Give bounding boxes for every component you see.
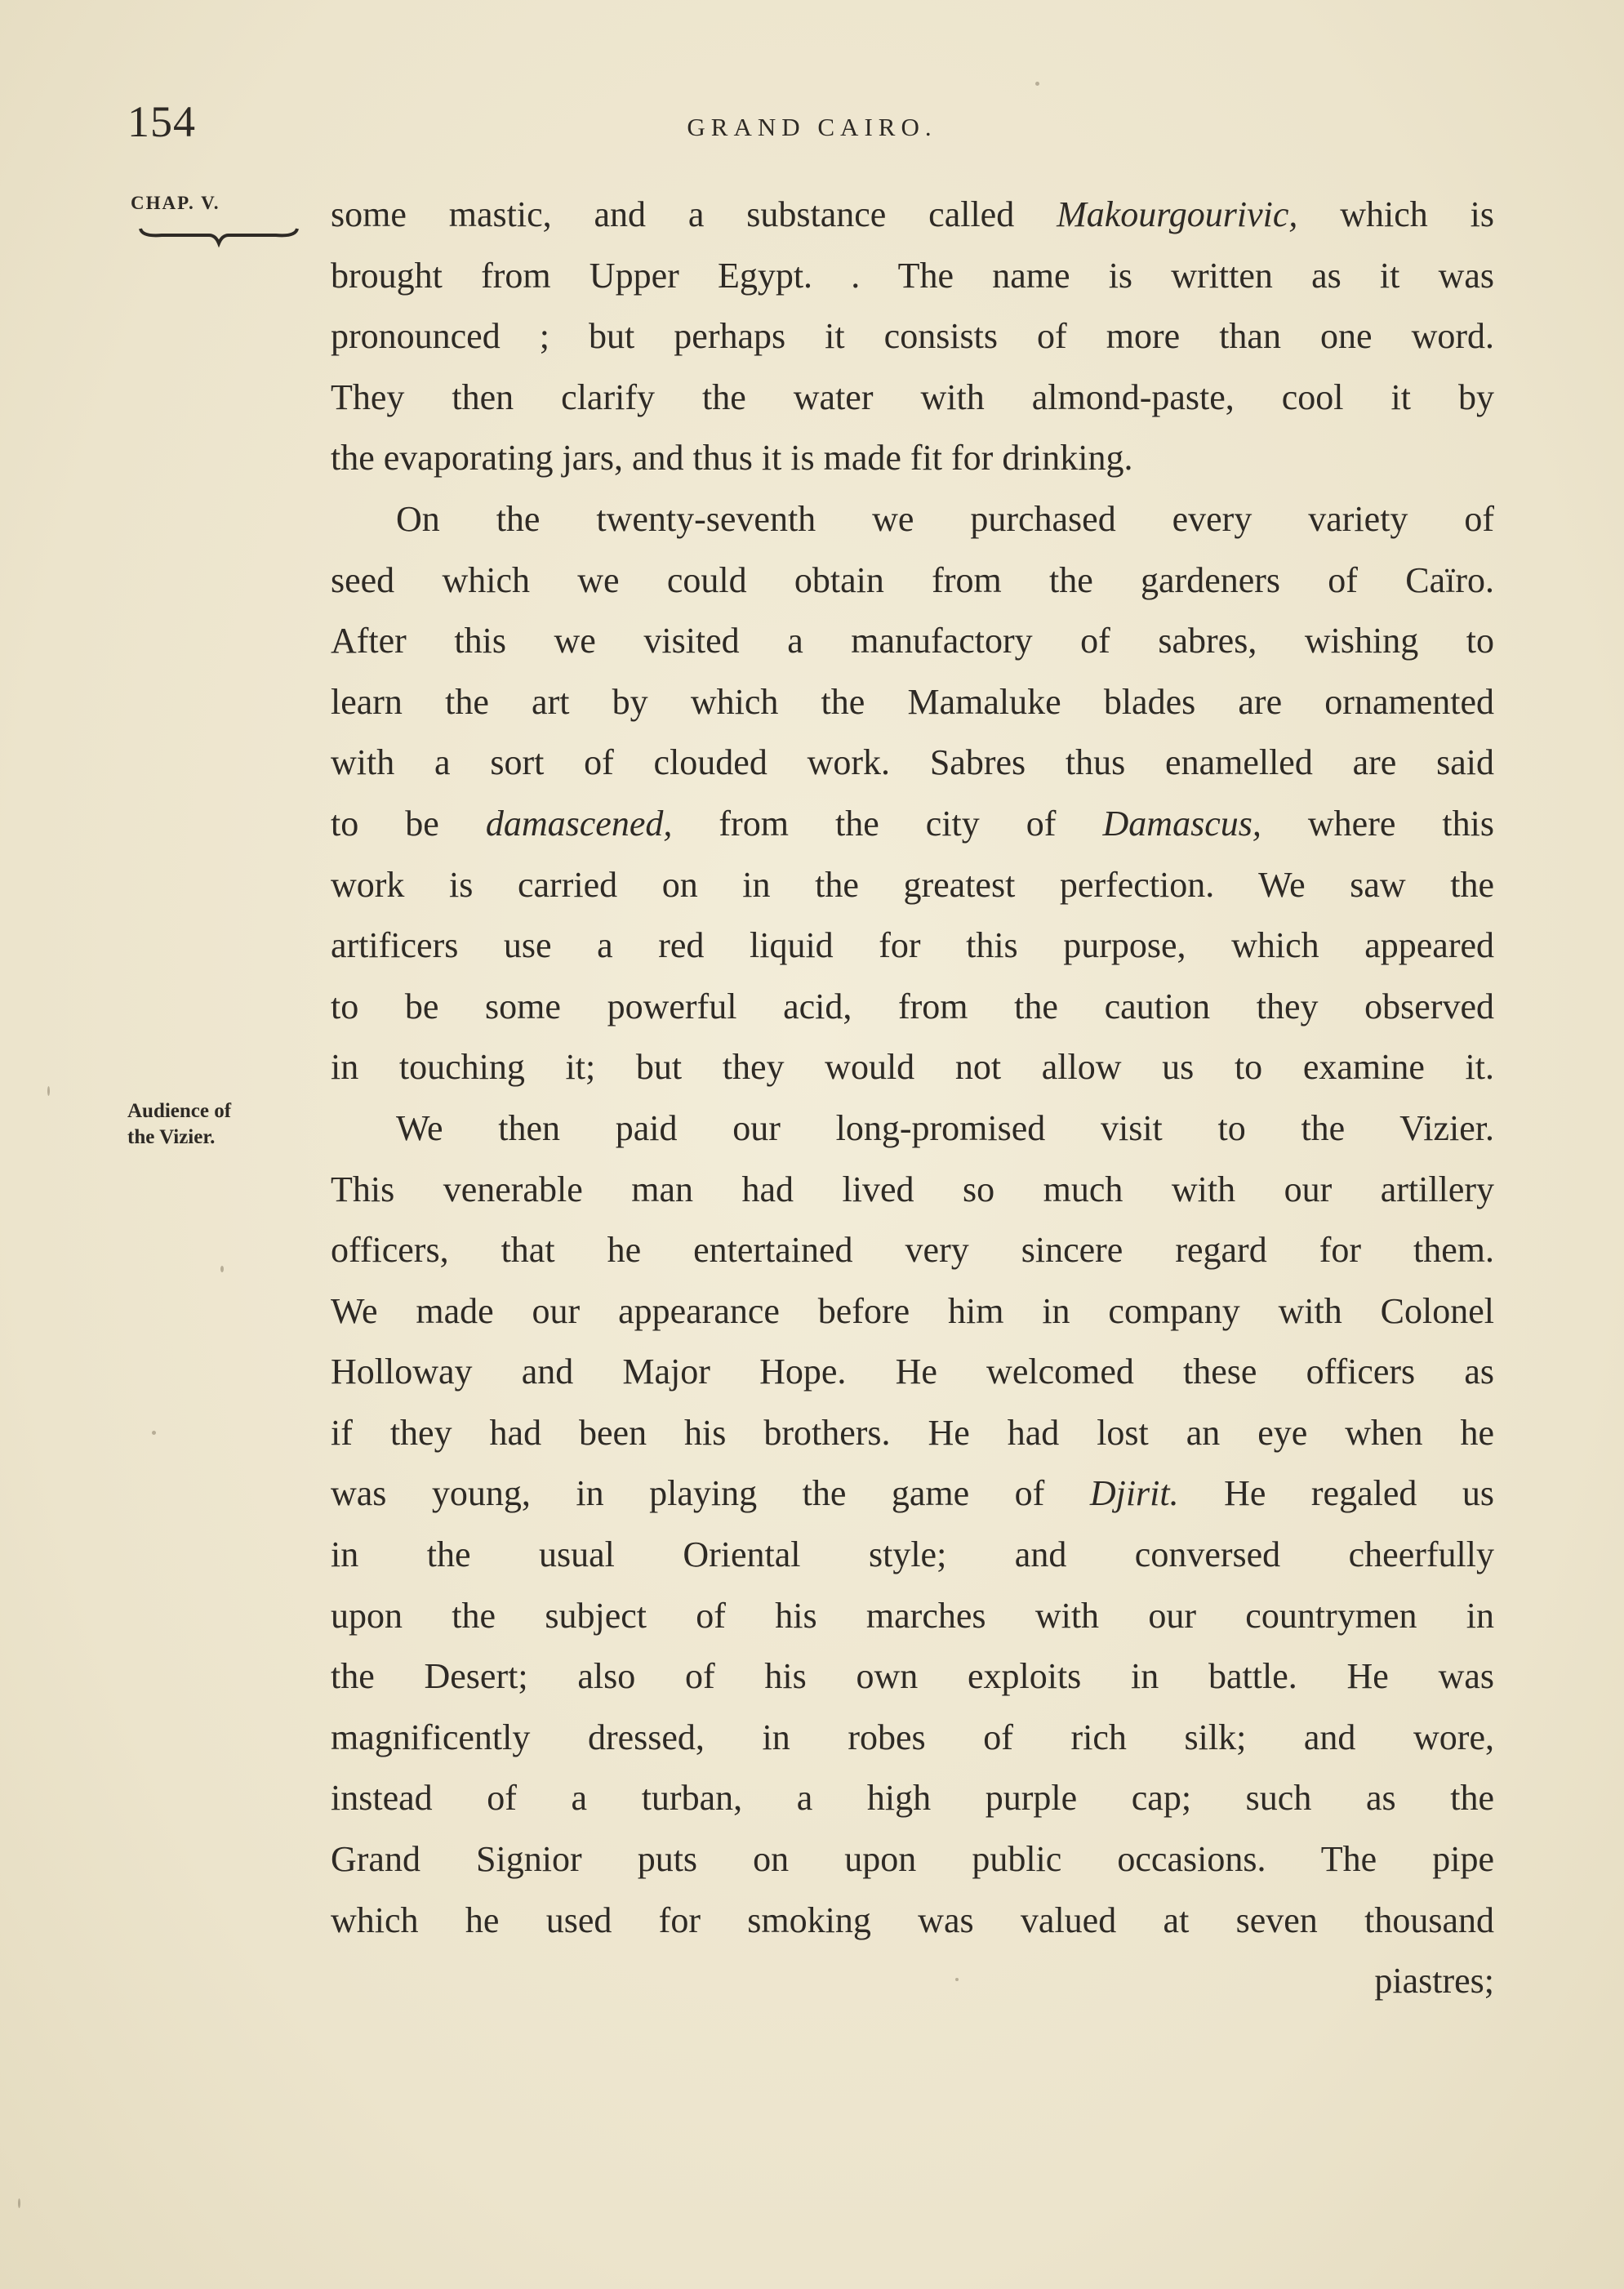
marginal-note-line: Audience of [127, 1100, 232, 1122]
paragraph-start-line: We then paid our long-promised visit to the Vizier. [396, 1107, 1494, 1148]
text-line: with a sort of clouded work. Sabres thus enamelled are said [331, 742, 1494, 783]
text-line: upon the subject of his marches with our countrymen in [331, 1595, 1494, 1636]
page-number: 154 [127, 97, 196, 146]
marginal-note [127, 1098, 291, 1151]
catchword: piastres; [1374, 1961, 1494, 2002]
text-line: was young, in playing the game of Djirit. He regaled us [331, 1473, 1494, 1514]
paper-speck [220, 1266, 224, 1272]
text-line: the evaporating jars, and thus it is made fit for drinking. [331, 438, 1133, 479]
text-line: artificers use a red liquid for this purpose, which appeared [331, 925, 1494, 966]
text-line: which he used for smoking was valued at seven thousand [331, 1899, 1494, 1940]
marginal-note-line: the Vizier. [127, 1126, 216, 1148]
text-line: brought from Upper Egypt. . The name is written as it was [331, 255, 1494, 296]
chapter-brace-ornament [137, 225, 300, 250]
paper-speck [955, 1978, 959, 1981]
text-line: officers, that he entertained very sincere regard for them. [331, 1230, 1494, 1271]
text-line: in touching it; but they would not allow us to examine it. [331, 1047, 1494, 1088]
text-line: pronounced ; but perhaps it consists of more than one word. [331, 316, 1494, 357]
paper-speck [152, 1431, 156, 1435]
text-line: This venerable man had lived so much with our artillery [331, 1169, 1494, 1209]
text-line: to be damascened, from the city of Damascus, where this [331, 803, 1494, 844]
text-line: in the usual Oriental style; and conversed cheerfully [331, 1534, 1494, 1575]
text-line: After this we visited a manufactory of sabres, wishing to [331, 621, 1494, 661]
paragraph-start-line: On the twenty-seventh we purchased every variety of [396, 498, 1494, 539]
text-line: if they had been his brothers. He had lost an eye when he [331, 1412, 1494, 1453]
text-line: instead of a turban, a high purple cap; such as the [331, 1778, 1494, 1819]
paper-speck [18, 2198, 20, 2208]
text-line: some mastic, and a substance called Makourgourivic, which is [331, 194, 1494, 234]
text-line: Grand Signior puts on upon public occasions. The pipe [331, 1839, 1494, 1880]
text-line: to be some powerful acid, from the caution they observed [331, 986, 1494, 1026]
italic-term: damascened, [485, 803, 673, 844]
text-line: seed which we could obtain from the gardeners of Caïro. [331, 559, 1494, 600]
chapter-label: CHAP. V. [131, 193, 220, 213]
running-head: GRAND CAIRO. [687, 113, 937, 141]
paper-speck [1035, 82, 1039, 86]
text-line: the Desert; also of his own exploits in battle. He was [331, 1656, 1494, 1697]
text-line: magnificently dressed, in robes of rich silk; and wore, [331, 1717, 1494, 1757]
body-text [331, 185, 1494, 2012]
italic-term: Djirit. [1089, 1473, 1179, 1514]
text-line: learn the art by which the Mamaluke blades are ornamented [331, 681, 1494, 722]
italic-term: Makourgourivic, [1057, 194, 1298, 234]
text-line: We made our appearance before him in company with Colonel [331, 1290, 1494, 1331]
text-line: Holloway and Major Hope. He welcomed these officers as [331, 1352, 1494, 1392]
italic-term: Damascus, [1102, 803, 1261, 844]
text-line: work is carried on in the greatest perfection. We saw the [331, 864, 1494, 905]
paper-speck [47, 1086, 50, 1096]
text-line: They then clarify the water with almond-paste, cool it by [331, 376, 1494, 417]
